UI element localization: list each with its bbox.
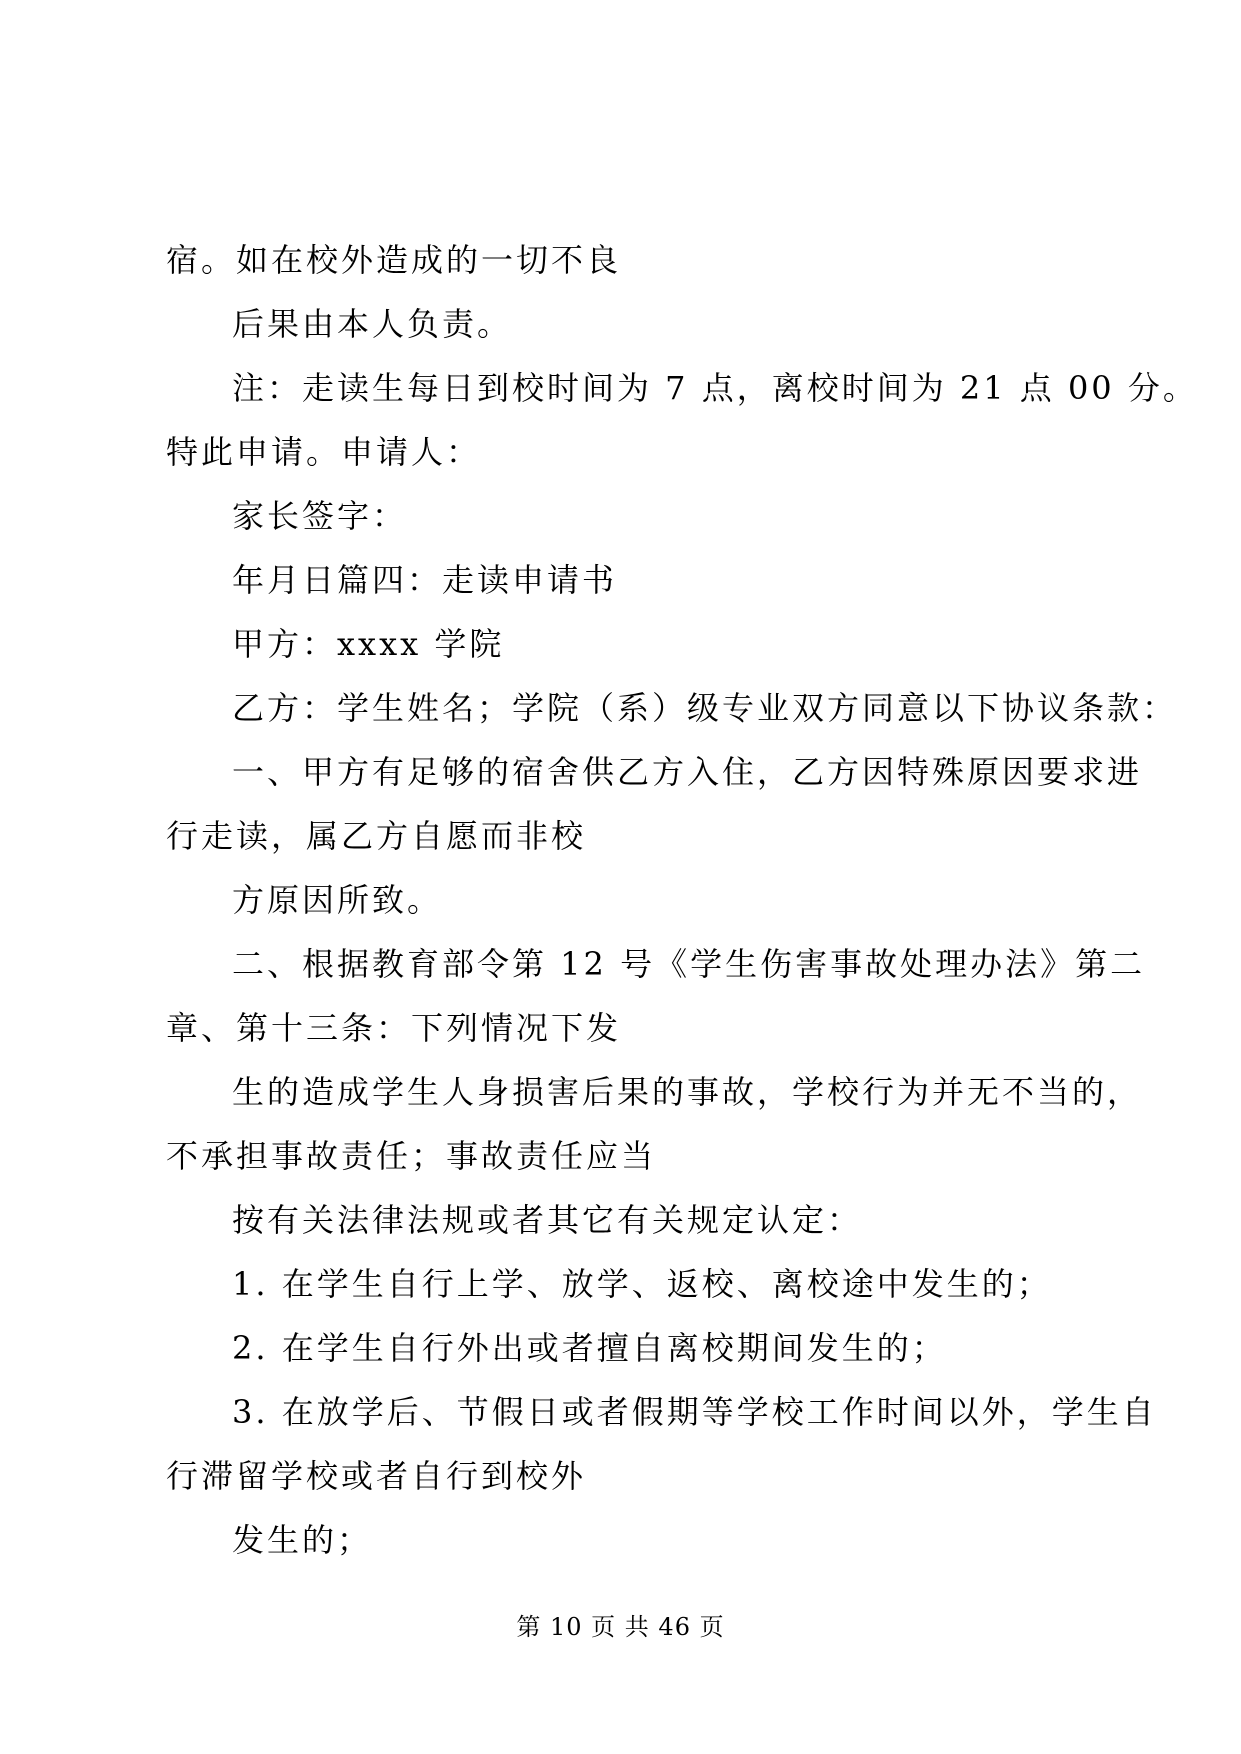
text-line: 行滞留学校或者自行到校外 [166,1457,587,1495]
text-line: 3. 在放学后、节假日或者假期等学校工作时间以外，学生自 [232,1393,1157,1431]
text-line: 2. 在学生自行外出或者擅自离校期间发生的； [232,1329,947,1367]
text-line: 发生的； [232,1521,373,1559]
text-line: 年月日篇四：走读申请书 [232,561,618,599]
text-line: 注：走读生每日到校时间为 7 点，离校时间为 21 点 00 分。 [232,369,1198,407]
text-line: 1. 在学生自行上学、放学、返校、离校途中发生的； [232,1265,1052,1303]
text-line: 甲方：xxxx 学院 [232,625,505,663]
text-line: 行走读，属乙方自愿而非校 [166,817,587,855]
text-line: 生的造成学生人身损害后果的事故，学校行为并无不当的， [232,1073,1143,1111]
text-line: 特此申请。申请人： [166,433,482,471]
text-line: 乙方：学生姓名；学院（系）级专业双方同意以下协议条款： [232,689,1178,727]
text-line: 家长签字： [232,497,408,535]
text-line: 不承担事故责任；事故责任应当 [166,1137,657,1175]
text-line: 宿。如在校外造成的一切不良 [166,241,622,279]
page-number-footer: 第 10 页 共 46 页 [516,1613,725,1641]
text-line: 按有关法律法规或者其它有关规定认定： [232,1201,863,1239]
text-line: 方原因所致。 [232,881,443,919]
document-body [166,228,1198,1572]
text-line: 一、甲方有足够的宿舍供乙方入住，乙方因特殊原因要求进 [232,753,1143,791]
text-line: 后果由本人负责。 [232,305,513,343]
text-line: 章、第十三条：下列情况下发 [166,1009,622,1047]
text-line: 二、根据教育部令第 12 号《学生伤害事故处理办法》第二 [232,945,1146,983]
